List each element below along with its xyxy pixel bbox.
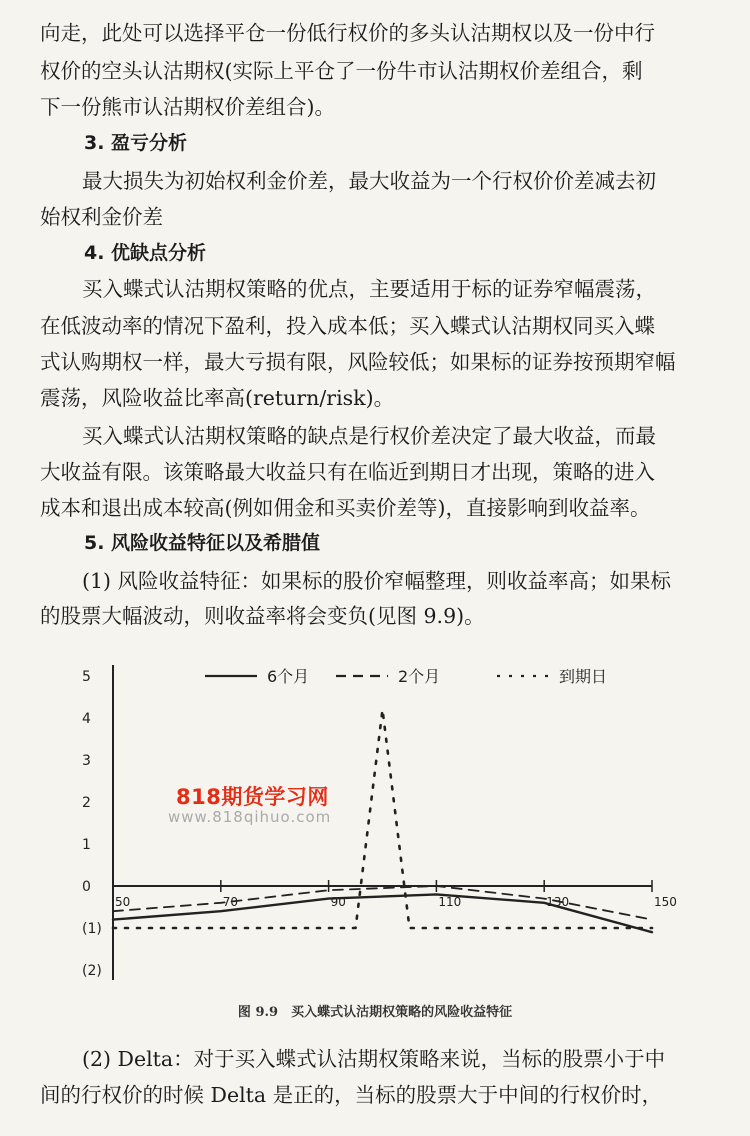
paragraph-line: 在低波动率的情况下盈利，投入成本低；买入蝶式认沽期权同买入蝶 [40, 314, 655, 338]
x-tick-label: 150 [654, 895, 677, 909]
y-tick-label: 4 [82, 711, 91, 727]
paragraph-line: 成本和退出成本较高(例如佣金和买卖价差等)，直接影响到收益率。 [40, 496, 651, 520]
paragraph-line: 向走，此处可以选择平仓一份低行权价的多头认沽期权以及一份中行 [40, 21, 655, 45]
paragraph-line: 权价的空头认沽期权(实际上平仓了一份牛市认沽期权价差组合，剩 [40, 59, 643, 83]
y-tick-label: 2 [82, 795, 91, 811]
x-tick-label: 50 [115, 895, 131, 909]
paragraph-line: 最大损失为初始权利金价差，最大收益为一个行权价价差减去初 [82, 169, 656, 193]
paragraph-line: 买入蝶式认沽期权策略的优点，主要适用于标的证券窄幅震荡， [82, 277, 656, 301]
series-line-solid [113, 894, 652, 932]
series-line-dashed [113, 886, 652, 920]
y-tick-label: 5 [82, 669, 91, 685]
risk-return-chart [0, 640, 750, 1000]
paragraph-line: (2) Delta：对于买入蝶式认沽期权策略来说，当标的股票小于中 [82, 1047, 666, 1071]
paragraph-line: (1) 风险收益特征：如果标的股价窄幅整理，则收益率高；如果标 [82, 569, 672, 593]
paragraph-line: 震荡，风险收益比率高(return/risk)。 [40, 386, 395, 410]
y-tick-label: 0 [82, 879, 91, 895]
x-tick-label: 110 [438, 895, 462, 909]
chart-legend [205, 667, 607, 686]
paragraph-line: 间的行权价的时候 Delta 是正的，当标的股票大于中间的行权价时， [40, 1083, 663, 1107]
paragraph-line: 下一份熊市认沽期权价差组合)。 [40, 95, 335, 119]
watermark-url: www.818qihuo.com [168, 808, 332, 826]
paragraph-line: 大收益有限。该策略最大收益只有在临近到期日才出现，策略的进入 [40, 460, 655, 484]
x-tick-label: 90 [330, 895, 346, 909]
y-tick-label: (1) [82, 921, 102, 937]
paragraph-line: 买入蝶式认沽期权策略的缺点是行权价差决定了最大收益，而最 [82, 424, 656, 448]
legend-label: 到期日 [559, 667, 608, 686]
section-heading-4: 4. 优缺点分析 [84, 242, 207, 264]
paragraph-line: 的股票大幅波动，则收益率将会变负(见图 9.9)。 [40, 604, 485, 628]
y-tick-label: 1 [82, 837, 91, 853]
paragraph-line: 始权利金价差 [40, 205, 163, 229]
x-tick-label: 70 [222, 895, 239, 909]
paragraph-line: 式认购期权一样，最大亏损有限，风险较低；如果标的证券按预期窄幅 [40, 350, 676, 374]
figure-caption: 图 9.9 买入蝶式认沽期权策略的风险收益特征 [237, 1005, 513, 1020]
section-heading-5: 5. 风险收益特征以及希腊值 [84, 532, 321, 554]
x-tick-label: 130 [546, 895, 570, 909]
y-tick-label: (2) [82, 963, 102, 979]
legend-label: 2个月 [398, 667, 441, 686]
watermark-title: 818期货学习网 [176, 785, 329, 809]
section-heading-3: 3. 盈亏分析 [84, 132, 188, 154]
legend-label: 6个月 [267, 667, 310, 686]
y-tick-label: 3 [82, 753, 91, 769]
